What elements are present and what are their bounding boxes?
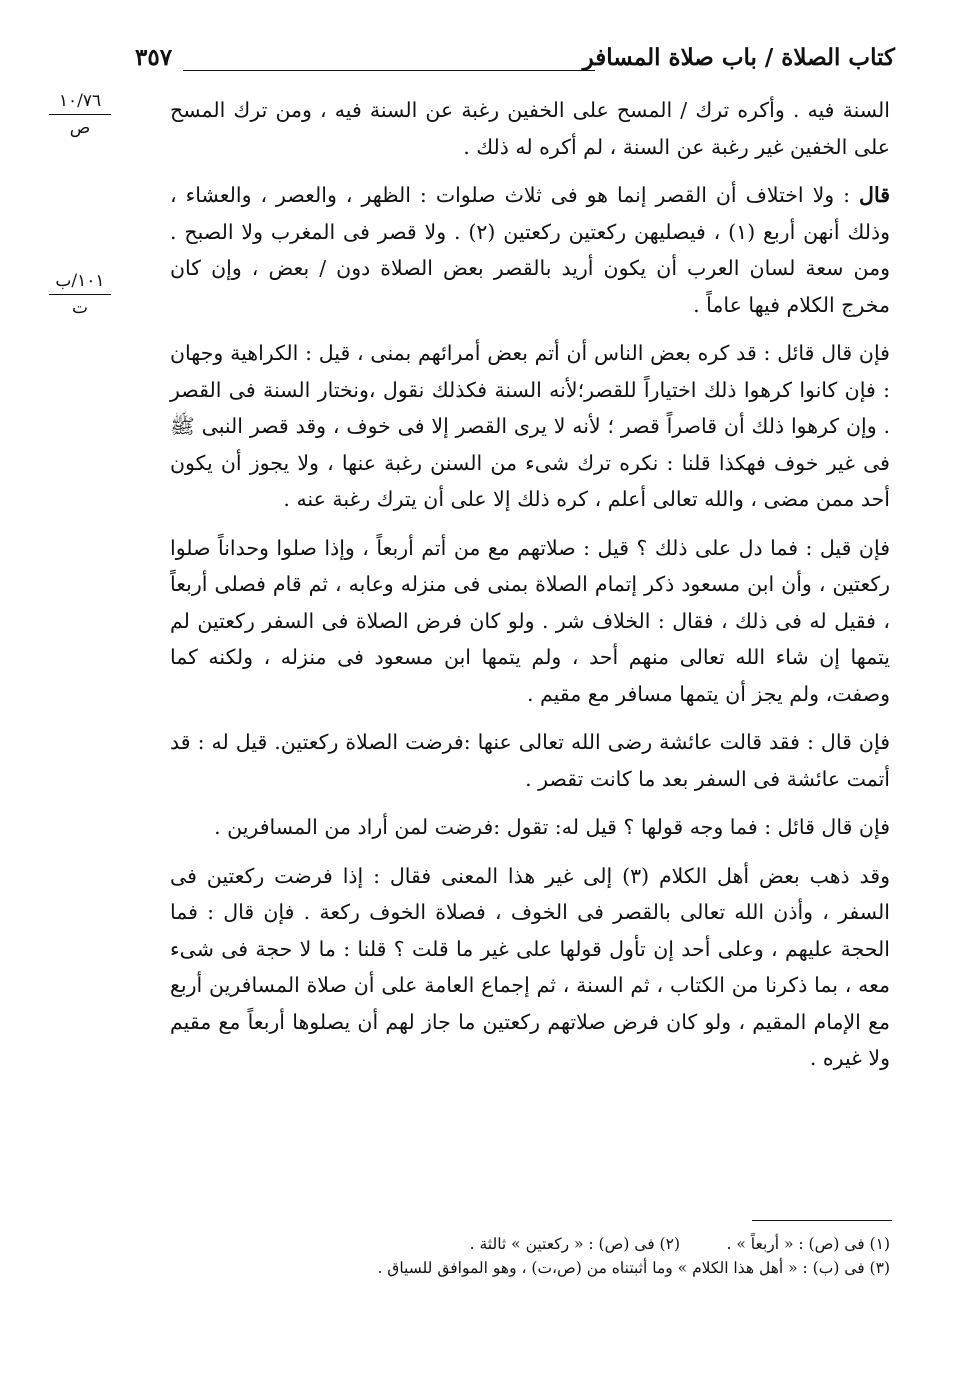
paragraph — [170, 724, 890, 797]
margin-reference-manuscript: ص — [69, 118, 91, 138]
footnotes — [170, 1232, 890, 1280]
paragraph-text: : ولا اختلاف أن القصر إنما هو فى ثلاث صلوات : الظهر ، والعصر ، والعشاء ، وذلك أنهن أربع (١) ، فيصليهن ركعتين ركعتين (٢) . ولا قصر فى المغرب ولا الصبح . ومن سعة لسان العرب أن يكون أريد بالقصر بعض الصلاة دون / بعض ، وإن كان مخرج الكلام فيها عاماً . — [170, 183, 891, 317]
paragraph — [170, 858, 890, 1077]
paragraph-text: فإن قال قائل : قد كره بعض الناس أن أتم بعض أمرائهم بمنى ، قيل : الكراهية وجهان : فإن كانوا كرهوا ذلك اختياراً للقصر؛لأنه السنة فكذلك نقول ،ونختار السنة فى القصر . وإن كرهوا ذلك أن قاصراً قصر ؛ لأنه لا يرى القصر إلا فى خوف ، وقد قصر النبى ﷺ فى غير خوف فهكذا قلنا : نكره ترك شىء من السنن رغبة عنها ، ولا يجوز أن يكون أحد ممن مضى ، والله تعالى أعلم ، كره ذلك إلا على أن يترك رغبة عنه . — [170, 341, 890, 511]
margin-reference-rule — [49, 114, 111, 115]
paragraph — [170, 335, 890, 518]
paragraph-text: فإن قال قائل : فما وجه قولها ؟ قيل له: تقول :فرضت لمن أراد من المسافرين . — [214, 815, 890, 839]
margin-reference — [40, 270, 120, 319]
footnote-rule — [752, 1220, 892, 1221]
footnote-2: (٢) فى (ص) : « ركعتين » ثالثة . — [469, 1235, 680, 1253]
margin-reference-rule — [49, 294, 111, 295]
paragraph — [170, 530, 890, 713]
footnote-row — [170, 1232, 890, 1256]
paragraph-text: وقد ذهب بعض أهل الكلام (٣) إلى غير هذا المعنى فقال : إذا فرضت ركعتين فى السفر ، وأذن الله تعالى بالقصر فى الخوف ، فصلاة الخوف ركعة . فإن قال : فما الحجة عليهم ، وعلى أحد إن تأول قولها على غير ما قلت ؟ قلنا : ما لا حجة فى شىء معه ، بما ذكرنا من الكتاب ، ثم السنة ، ثم إجماع العامة على أن صلاة المسافرين أربع مع الإمام المقيم ، ولو كان فرض صلاتهم ركعتين ما جاز لهم أن يصلوها أربعاً مع مقيم ولا غيره . — [170, 863, 890, 1070]
paragraph-text: السنة فيه . وأكره ترك / المسح على الخفين رغبة عن السنة فيه ، ومن ترك المسح على الخفين غير رغبة عن السنة ، لم أكره له ذلك . — [170, 98, 890, 159]
margin-reference-manuscript: ت — [71, 298, 88, 318]
running-header — [135, 40, 895, 84]
paragraph — [170, 809, 890, 846]
footnote-1: (١) فى (ص) : « أربعاً » . — [726, 1235, 890, 1253]
main-text — [170, 92, 890, 1089]
footnote-3: (٣) فى (ب) : « أهل هذا الكلام » وما أثبتناه من (ص،ت) ، وهو الموافق للسياق . — [377, 1259, 890, 1277]
paragraph — [170, 177, 890, 323]
paragraph-lead: قال — [859, 183, 890, 207]
header-rule — [183, 70, 595, 71]
page-number: ٣٥٧ — [135, 44, 173, 71]
running-title: كتاب الصلاة / باب صلاة المسافر — [582, 44, 895, 71]
footnote-row — [170, 1256, 890, 1280]
margin-reference-folio: ١٠١/ب — [55, 271, 105, 291]
paragraph-text: فإن قال : فقد قالت عائشة رضى الله تعالى عنها :فرضت الصلاة ركعتين. قيل له : قد أتمت عائشة فى السفر بعد ما كانت تقصر . — [170, 730, 890, 791]
margin-reference — [40, 90, 120, 139]
paragraph — [170, 92, 890, 165]
margin-reference-folio: ١٠/٧٦ — [58, 91, 102, 111]
paragraph-text: فإن قيل : فما دل على ذلك ؟ قيل : صلاتهم مع من أتم أربعاً ، وإذا صلوا وحداناً صلوا ركعتين ، وأن ابن مسعود ذكر إتمام الصلاة بمنى فى منزله وعابه ، ثم قام فصلى أربعاً ، فقيل له فى ذلك ، فقال : الخلاف شر . ولو كان فرض الصلاة فى السفر ركعتين لم يتمها إن شاء الله تعالى منهم أحد ، ولم يتمها ابن مسعود فى منزله ، ولكنه كما وصفت، ولم يجز أن يتمها مسافر مع مقيم . — [170, 535, 890, 706]
